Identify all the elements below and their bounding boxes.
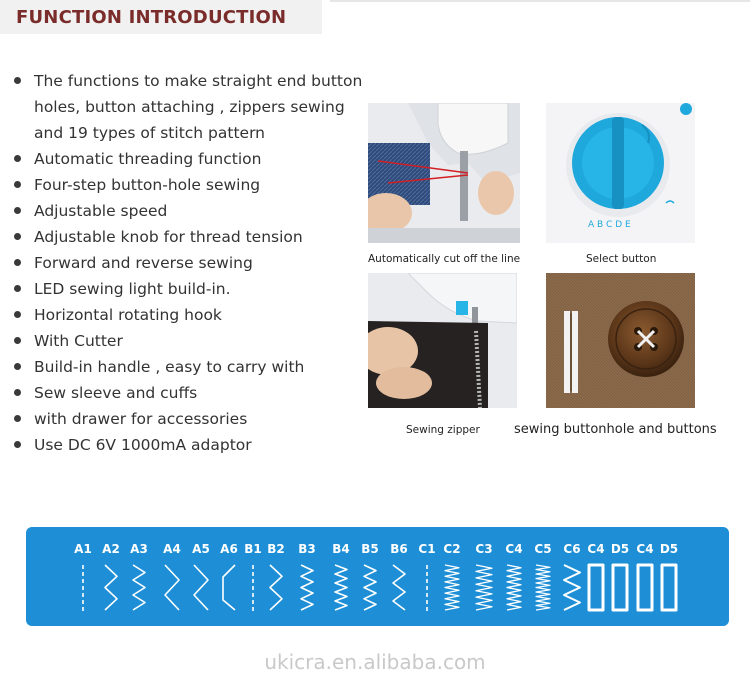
stitch-icon [613, 565, 627, 610]
stitch-icon [662, 565, 676, 610]
select-button-caption: Select button [586, 253, 657, 265]
feature-item: Horizontal rotating hook [12, 302, 372, 328]
stitch-icon [301, 565, 313, 610]
top-divider [330, 0, 750, 2]
stitch-icon [364, 565, 376, 610]
stitch-label: C6 [563, 542, 581, 556]
buttonhole-caption: sewing buttonhole and buttons [514, 422, 717, 437]
feature-item: Sew sleeve and cuffs [12, 380, 372, 406]
thread-cut-photo [368, 103, 520, 243]
feature-item: Adjustable knob for thread tension [12, 224, 372, 250]
stitch-label: A2 [102, 542, 120, 556]
stitch-label: C4 [505, 542, 523, 556]
stitch-icon [536, 565, 550, 610]
stitch-label: B4 [332, 542, 350, 556]
stitch-label: A3 [130, 542, 148, 556]
stitch-icon [564, 565, 580, 610]
stitch-pattern-panel [26, 527, 729, 626]
stitch-label: C3 [475, 542, 493, 556]
stitch-icon [589, 565, 603, 610]
feature-list [12, 68, 372, 458]
buttonhole-photo [546, 273, 695, 408]
stitch-icon [393, 565, 405, 610]
stitch-label: B6 [390, 542, 408, 556]
dial-letters: A B C D E [588, 220, 631, 230]
feature-item: Adjustable speed [12, 198, 372, 224]
stitch-label: A1 [74, 542, 92, 556]
stitch-label: C4 [587, 542, 605, 556]
stitch-label: B3 [298, 542, 316, 556]
stitch-label: B1 [244, 542, 262, 556]
stitch-label: B2 [267, 542, 285, 556]
stitch-icon [335, 565, 347, 610]
feature-item: With Cutter [12, 328, 372, 354]
feature-item: Four-step button-hole sewing [12, 172, 372, 198]
stitch-label: A4 [163, 542, 181, 556]
thread-cut-caption: Automatically cut off the line [368, 253, 521, 265]
watermark: ukicra.en.alibaba.com [264, 650, 486, 674]
select-dial-photo [546, 103, 695, 243]
stitch-label: B5 [361, 542, 379, 556]
stitch-icon [270, 565, 282, 610]
stitch-icon [165, 565, 179, 610]
feature-item: Use DC 6V 1000mA adaptor [12, 432, 372, 458]
stitch-label: D5 [659, 542, 679, 556]
zipper-photo [368, 273, 517, 408]
stitch-label: A6 [220, 542, 238, 556]
stitch-icon [507, 565, 521, 610]
zipper-caption: Sewing zipper [406, 424, 480, 436]
stitch-icon [476, 565, 492, 610]
stitch-icon [105, 565, 117, 610]
feature-item: Automatic threading function [12, 146, 372, 172]
feature-item: The functions to make straight end button holes, button attaching , zippers sewing and 19 types of stitch pattern [12, 68, 372, 146]
feature-item: with drawer for accessories [12, 406, 372, 432]
stitch-icon [133, 565, 145, 610]
section-title: FUNCTION INTRODUCTION [16, 7, 287, 28]
feature-item: LED sewing light build-in. [12, 276, 372, 302]
stitch-label: C4 [636, 542, 654, 556]
stitch-label: D5 [610, 542, 630, 556]
feature-item: Forward and reverse sewing [12, 250, 372, 276]
header-bar [0, 0, 322, 34]
stitch-icon [194, 565, 208, 610]
stitch-label: C5 [534, 542, 552, 556]
stitch-icon [223, 565, 235, 610]
stitch-label: C2 [443, 542, 461, 556]
stitch-label: C1 [418, 542, 436, 556]
stitch-label: A5 [192, 542, 210, 556]
feature-item: Build-in handle , easy to carry with [12, 354, 372, 380]
stitch-icon [638, 565, 652, 610]
stitch-icon [445, 565, 459, 610]
